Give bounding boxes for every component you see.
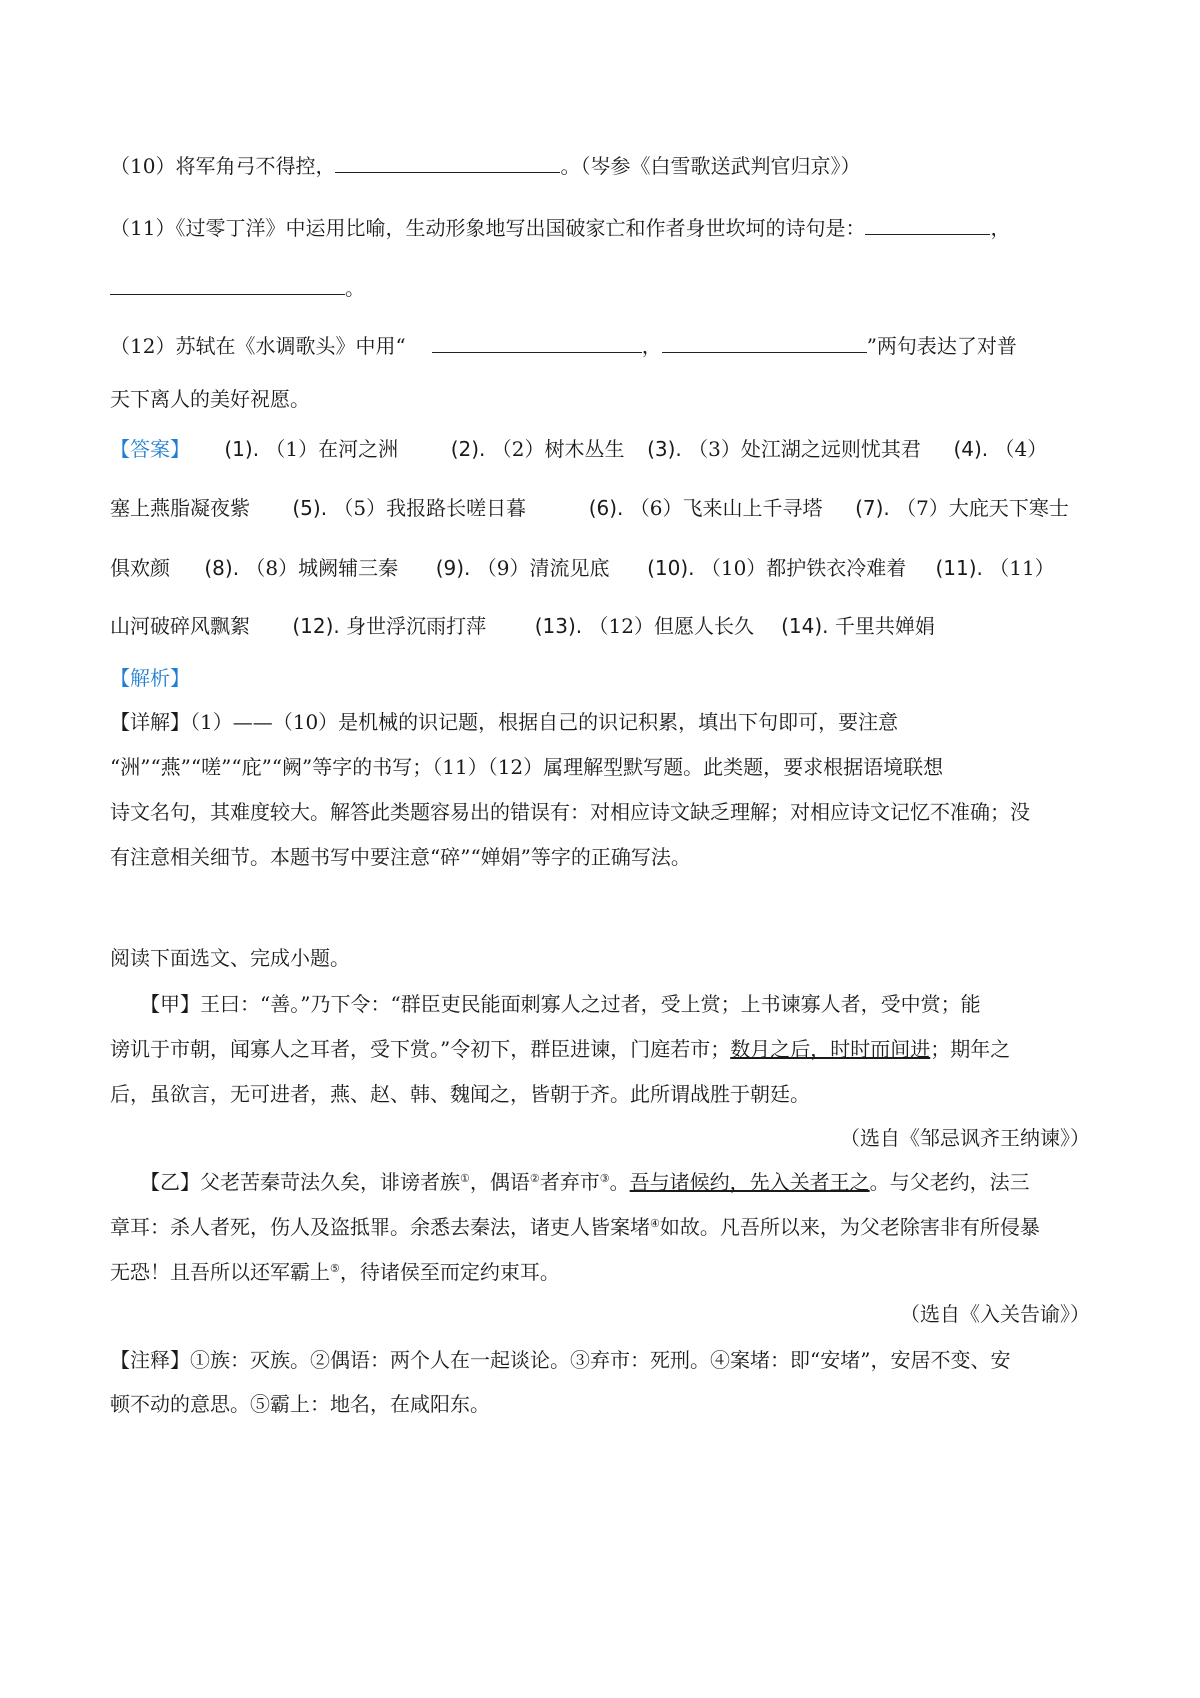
answer-label: 【答案】	[110, 437, 190, 461]
answer-number: (10).	[647, 556, 695, 580]
answer-text: （10）都护铁衣冷难着	[700, 556, 907, 580]
notes-line: 顿不动的意思。⑤霸上：地名，在咸阳东。	[110, 1392, 490, 1416]
passage-yi-line	[140, 1166, 1030, 1195]
passage-text: 谤讥于市朝，闻寡人之耳者，受下赏。”令初下，群臣进谏，门庭若市；	[110, 1037, 731, 1061]
answer-number: (4).	[953, 437, 989, 461]
answer-item	[535, 610, 775, 639]
answer-number: (9).	[435, 556, 471, 580]
answer-text: （5）我报路长嗟日暮	[333, 496, 527, 520]
answer-text: （3）处江湖之远则忧其君	[688, 437, 921, 461]
answer-blank	[335, 152, 560, 173]
answer-number: (1).	[224, 437, 260, 461]
passage-text: ，偶语	[469, 1170, 530, 1194]
passage-text: ；期年之	[930, 1037, 1011, 1061]
question-11-text: （11）《过零丁洋》中运用比喻，生动形象地写出国破家亡和作者身世坎坷的诗句是：	[110, 216, 866, 240]
answer-text: （9）清流见底	[476, 556, 610, 580]
answer-text: （7）大庇天下寒士	[896, 496, 1069, 520]
answer-number: (13).	[534, 614, 583, 638]
question-10-prefix: （10）将军角弓不得控，	[110, 154, 336, 178]
answer-number: (7).	[855, 496, 890, 520]
question-12-prefix: （12）苏轼在《水调歌头》中用“	[110, 334, 406, 358]
analysis-line: 诗文名句，其难度较大。解答此类题容易出的错误有：对相应诗文缺乏理解；对相应诗文记忆不准确；没	[110, 800, 1030, 824]
answer-number: (3).	[647, 437, 682, 461]
passage-text: 。	[609, 1170, 630, 1194]
answer-item	[647, 552, 929, 581]
passage-text: 【乙】父老苦秦苛法久矣，诽谤者族	[140, 1170, 460, 1194]
passage-text: 者弃市	[539, 1170, 600, 1194]
analysis-label: 【解析】	[110, 666, 190, 690]
answer-text: （12）但愿人长久	[588, 614, 754, 638]
passage-text: 如故。凡吾所以来，为父老除害非有所侵暴	[659, 1215, 1040, 1239]
answer-blank	[662, 332, 867, 353]
question-12-comma: ，	[641, 334, 662, 358]
answer-item	[436, 552, 641, 581]
answer-number: (8).	[204, 556, 240, 580]
answer-number: (12).	[292, 614, 340, 638]
answer-item	[451, 433, 641, 462]
answer-text: （1）在河之洲	[265, 437, 399, 461]
answer-row-4	[110, 610, 935, 639]
answer-number: (11).	[935, 556, 983, 580]
answer-text: （11）	[989, 556, 1055, 580]
footnote-marker: ④	[650, 1217, 660, 1230]
passage-yi-line	[110, 1211, 1040, 1240]
question-11	[110, 212, 1010, 241]
answer-row-3	[110, 552, 1055, 581]
answer-text: 身世浮沉雨打萍	[346, 614, 487, 638]
answer-continuation: 俱欢颜	[110, 556, 170, 580]
analysis-line: 【详解】（1）——（10）是机械的识记题，根据自己的识记积累，填出下句即可，要注意	[110, 710, 899, 734]
passage-yi-source: （选自《入关告谕》）	[900, 1302, 1090, 1326]
question-11-end: 。	[345, 276, 365, 300]
answer-item	[292, 610, 528, 639]
answer-continuation: 塞上燕脂凝夜紫	[110, 496, 250, 520]
reading-instruction: 阅读下面选文、完成小题。	[110, 946, 350, 970]
answer-blank	[432, 332, 642, 353]
answer-text: （4）	[994, 437, 1048, 461]
answer-item	[781, 610, 935, 639]
answer-blank	[865, 214, 990, 235]
answer-number: (5).	[292, 496, 328, 520]
question-12	[110, 330, 1017, 359]
passage-text: ，待诸侯至而定约束耳。	[339, 1260, 560, 1284]
answer-item	[224, 433, 444, 462]
answer-row-1	[110, 433, 1047, 462]
question-11-comma: ，	[990, 216, 1011, 240]
answer-number: (6).	[588, 496, 624, 520]
analysis-line: 有注意相关细节。本题书写中要注意“碎”“婵娟”等字的正确写法。	[110, 845, 691, 869]
passage-text: 无恐！且吾所以还军霸上	[110, 1260, 330, 1284]
footnote-marker: ⑤	[330, 1262, 340, 1275]
passage-jia-line: 后，虽欲言，无可进者，燕、赵、韩、魏闻之，皆朝于齐。此所谓战胜于朝廷。	[110, 1082, 810, 1106]
answer-item	[589, 492, 849, 521]
answer-row-2	[110, 492, 1069, 521]
question-12-line2-text: 天下离人的美好祝愿。	[110, 387, 310, 411]
answer-item	[204, 552, 429, 581]
answer-blank	[110, 274, 345, 295]
question-10-suffix: 。（岑参《白雪歌送武判官归京》）	[560, 154, 861, 178]
underlined-sentence: 吾与诸候约，先入关者王之	[629, 1170, 870, 1194]
answer-text: （2）树木丛生	[491, 437, 625, 461]
answer-item	[647, 433, 947, 462]
passage-text: 章耳：杀人者死，伤人及盗抵罪。余悉去秦法，诸吏人皆案堵	[110, 1215, 650, 1239]
answer-number: (14).	[781, 614, 829, 638]
answer-item	[953, 433, 1047, 462]
passage-yi-line	[110, 1256, 560, 1285]
answer-item	[935, 552, 1054, 581]
question-10	[110, 150, 860, 179]
footnote-marker: ②	[529, 1172, 540, 1185]
answer-item	[292, 492, 582, 521]
answer-continuation: 山河破碎风飘絮	[110, 614, 250, 638]
question-12-line2	[110, 383, 310, 412]
passage-jia-line	[110, 1033, 1010, 1062]
question-11-line2	[110, 272, 365, 301]
question-12-suffix: ”两句表达了对普	[866, 334, 1017, 358]
answer-text: （8）城阙辅三秦	[245, 556, 399, 580]
answer-number: (2).	[450, 437, 486, 461]
footnote-marker: ①	[460, 1172, 470, 1185]
passage-text: 。与父老约，法三	[869, 1170, 1030, 1194]
passage-jia-source: （选自《邹忌讽齐王纳谏》）	[840, 1126, 1090, 1150]
notes-line: 【注释】①族：灭族。②偶语：两个人在一起谈论。③弃市：死刑。④案堵：即“安堵”，安居不变、安	[110, 1348, 1011, 1372]
analysis-line: “洲”“燕”“嗟”“庇”“阙”等字的书写；（11）（12）属理解型默写题。此类题，要求根据语境联想	[110, 755, 944, 779]
passage-jia-line: 【甲】王曰：“善。”乃下令：“群臣吏民能面刺寡人之过者，受上赏；上书谏寡人者，受中赏；能	[140, 992, 981, 1016]
answer-text: （6）飞来山上千寻塔	[629, 496, 823, 520]
answer-text: 千里共婵娟	[834, 614, 935, 638]
answer-item	[855, 492, 1069, 521]
footnote-marker: ③	[599, 1172, 610, 1185]
underlined-sentence: 数月之后，时时而间进	[730, 1037, 931, 1061]
